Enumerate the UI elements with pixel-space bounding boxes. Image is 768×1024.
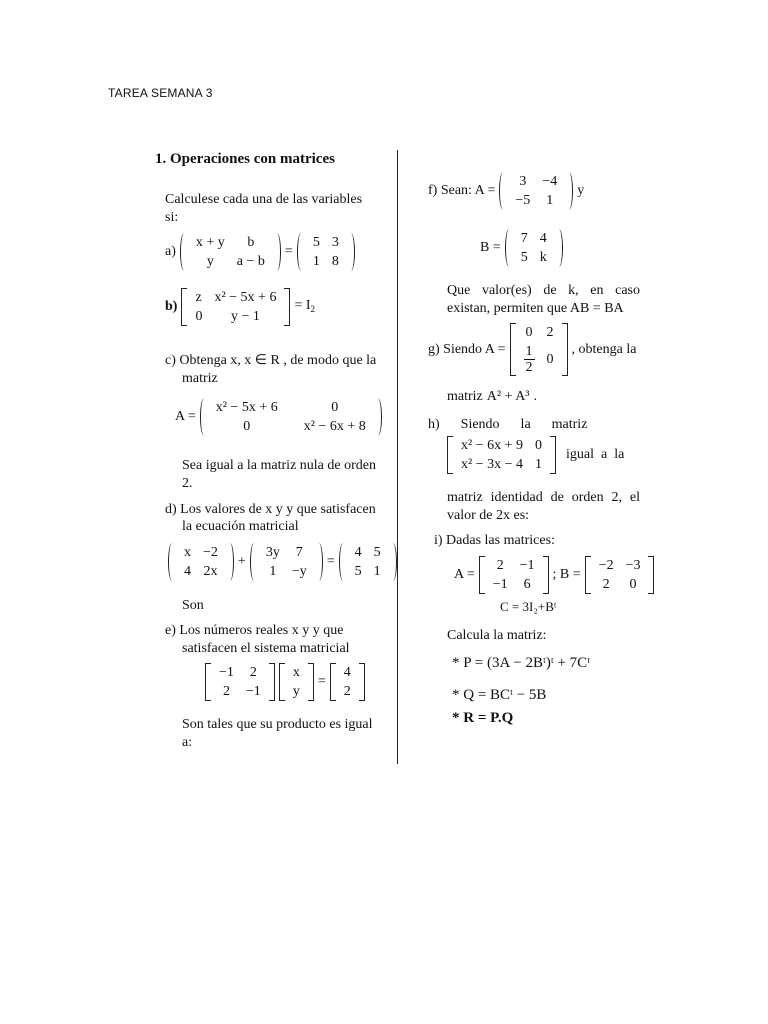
exercise-a: [165, 233, 355, 271]
exercise-h-line1: h) Siendo la matriz: [428, 417, 588, 432]
exercise-c-after2: 2.: [182, 476, 193, 491]
exercise-g-line2: [447, 388, 537, 406]
exercise-c-lhs: A =: [175, 409, 196, 424]
column-divider: [397, 150, 398, 764]
exercise-f: [428, 172, 584, 210]
exercise-h-equation: [447, 436, 624, 474]
exercise-a-equals: =: [284, 244, 293, 259]
exercise-b-label: b): [165, 299, 178, 314]
section-title: 1. Operaciones con matrices: [155, 151, 335, 167]
exercise-d-plus: +: [237, 554, 246, 569]
exercise-g-tail: , obtenga la: [571, 341, 637, 357]
exercise-h-line3: matriz identidad de orden 2, el: [447, 490, 640, 505]
exercise-d-equals: =: [326, 554, 335, 569]
exercise-f-matrix-a: 3 −4 −5 1: [499, 172, 573, 210]
exercise-h-tail: igual a la: [566, 447, 625, 462]
exercise-i-matrix-a: 2 −1 −1 6: [479, 556, 549, 594]
intro-line1: Calculese cada una de las variables: [165, 192, 363, 207]
exercise-g-matrix: 0 2 $\frac{1}{2}$ 0: [510, 323, 568, 376]
exercise-e-line2: satisfacen el sistema matricial: [182, 641, 350, 656]
exercise-g-fraction: $\frac{1}{2}$: [525, 344, 533, 375]
exercise-f-matrix-b: 7 4 5 k: [505, 229, 563, 267]
exercise-h-line4: valor de 2x es:: [447, 508, 530, 523]
exercise-i-r: * R = P.Q: [452, 710, 514, 726]
exercise-f-lead-b: B =: [480, 240, 501, 255]
exercise-i-q: * Q = BCᵗ − 5B: [452, 687, 547, 703]
exercise-e-after2: a:: [182, 735, 193, 750]
exercise-e-matrix3: 4 2: [330, 663, 365, 701]
exercise-i-line1: i) Dadas las matrices:: [434, 533, 555, 548]
exercise-h-matrix: x² − 6x + 9 0 x² − 3x − 4 1: [447, 436, 556, 474]
exercise-d-matrix1: x −2 4 2x: [168, 543, 234, 581]
exercise-d-after: Son: [182, 598, 204, 613]
exercise-i-separator: ; B =: [552, 567, 581, 582]
exercise-i-matrices: [454, 556, 654, 594]
exercise-d-line1: d) Los valores de x y y que satisfacen: [165, 502, 376, 517]
exercise-e-equals: =: [317, 674, 326, 689]
exercise-e-equation: [205, 663, 365, 701]
exercise-d-line2: la ecuación matricial: [182, 519, 299, 534]
exercise-f-lead: f) Sean: A =: [428, 183, 496, 198]
exercise-i-calc: Calcula la matriz:: [447, 628, 547, 643]
exercise-a-left-matrix: x + y b y a − b: [180, 233, 281, 271]
exercise-a-right-matrix: 5 3 1 8: [297, 233, 355, 271]
exercise-b-matrix: z x² − 5x + 6 0 y − 1: [181, 288, 290, 326]
exercise-c-line2: matriz: [182, 371, 218, 386]
exercise-g-period: .: [533, 389, 538, 404]
exercise-i-matrix-b: −2 −3 2 0: [585, 556, 655, 594]
exercise-d-matrix2: 3y 7 1 −y: [250, 543, 323, 581]
exercise-f-q1: Que valor(es) de k, en caso: [447, 283, 640, 298]
exercise-f-y: y: [577, 183, 585, 198]
exercise-e-matrix2: x y: [279, 663, 314, 701]
exercise-c-after1: Sea igual a la matriz nula de orden: [182, 458, 376, 473]
exercise-a-label: a): [165, 244, 176, 259]
exercise-c-matrix: x² − 5x + 6 0 0 x² − 6x + 8: [200, 398, 382, 436]
exercise-i-c-definition: C = 3I₂+Bᵗ: [500, 599, 557, 614]
exercise-c-equation: [175, 398, 382, 436]
exercise-i-p: * P = (3A − 2Bᵗ)ᵗ + 7Cᵗ: [452, 655, 591, 671]
exercise-g-lead: g) Siendo A =: [428, 341, 506, 357]
exercise-i-lead-a: A =: [454, 567, 475, 582]
exercise-f-q2: existan, permiten que AB = BA: [447, 301, 624, 316]
exercise-g: [428, 323, 636, 376]
exercise-e-line1: e) Los números reales x y y que: [165, 623, 344, 638]
exercise-g-expression: A² + A³: [486, 389, 530, 404]
exercise-f-b: [480, 229, 563, 267]
document-header: TAREA SEMANA 3: [108, 86, 213, 100]
exercise-e-matrix1: −1 2 2 −1: [205, 663, 275, 701]
exercise-d-matrix3: 4 5 5 1: [339, 543, 397, 581]
exercise-g-line2-text: matriz: [447, 389, 483, 404]
exercise-b-rhs: = $I_2$: [294, 297, 316, 314]
exercise-d-equation: [168, 543, 397, 581]
exercise-c-line1: c) Obtenga x, x ∈ R , de modo que la: [165, 353, 377, 368]
exercise-b: [165, 288, 315, 326]
exercise-e-after1: Son tales que su producto es igual: [182, 717, 373, 732]
intro-line2: si:: [165, 210, 179, 225]
